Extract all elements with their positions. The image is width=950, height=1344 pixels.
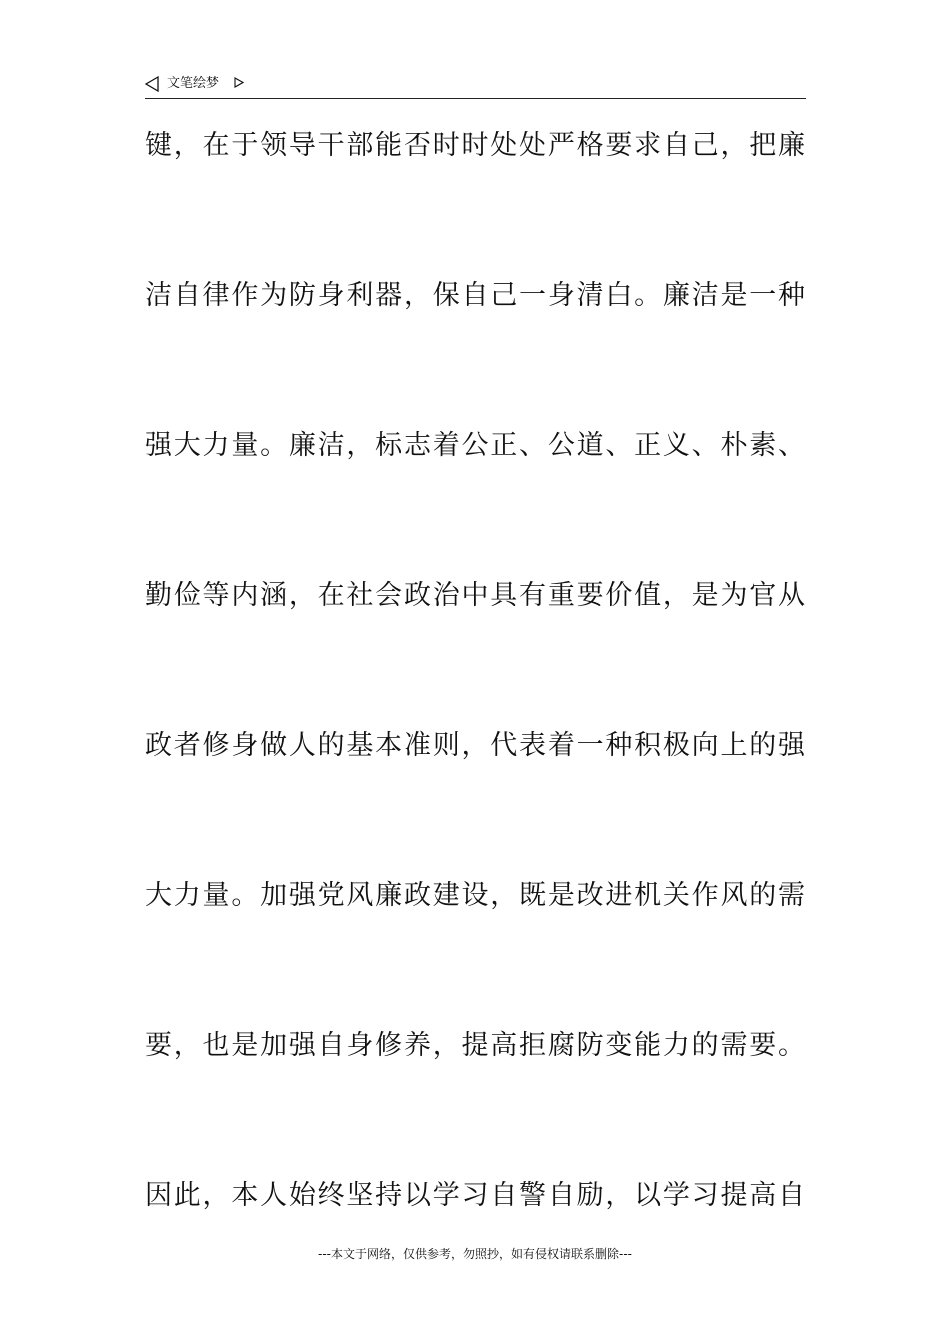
body-line-6: 大力量。加强党风廉政建设，既是改进机关作风的需	[145, 880, 806, 911]
triangle-left-icon	[145, 76, 159, 92]
body-line-4: 勤俭等内涵，在社会政治中具有重要价值，是为官从	[145, 580, 806, 611]
page-footer: ---本文于网络，仅供参考，勿照抄，如有侵权请联系删除---	[318, 1247, 632, 1261]
body-line-1: 键，在于领导干部能否时时处处严格要求自己，把廉	[145, 130, 806, 161]
page-header	[145, 72, 806, 99]
header-title: 文笔绘梦	[167, 76, 220, 91]
body-line-3: 强大力量。廉洁，标志着公正、公道、正义、朴素、	[145, 430, 806, 461]
body-line-8: 因此，本人始终坚持以学习自警自励，以学习提高自	[145, 1180, 806, 1211]
body-line-2: 洁自律作为防身利器，保自己一身清白。廉洁是一种	[145, 280, 806, 311]
body-line-5: 政者修身做人的基本准则，代表着一种积极向上的强	[145, 730, 806, 761]
triangle-right-icon	[234, 77, 244, 88]
body-line-7: 要，也是加强自身修养，提高拒腐防变能力的需要。	[145, 1030, 806, 1061]
